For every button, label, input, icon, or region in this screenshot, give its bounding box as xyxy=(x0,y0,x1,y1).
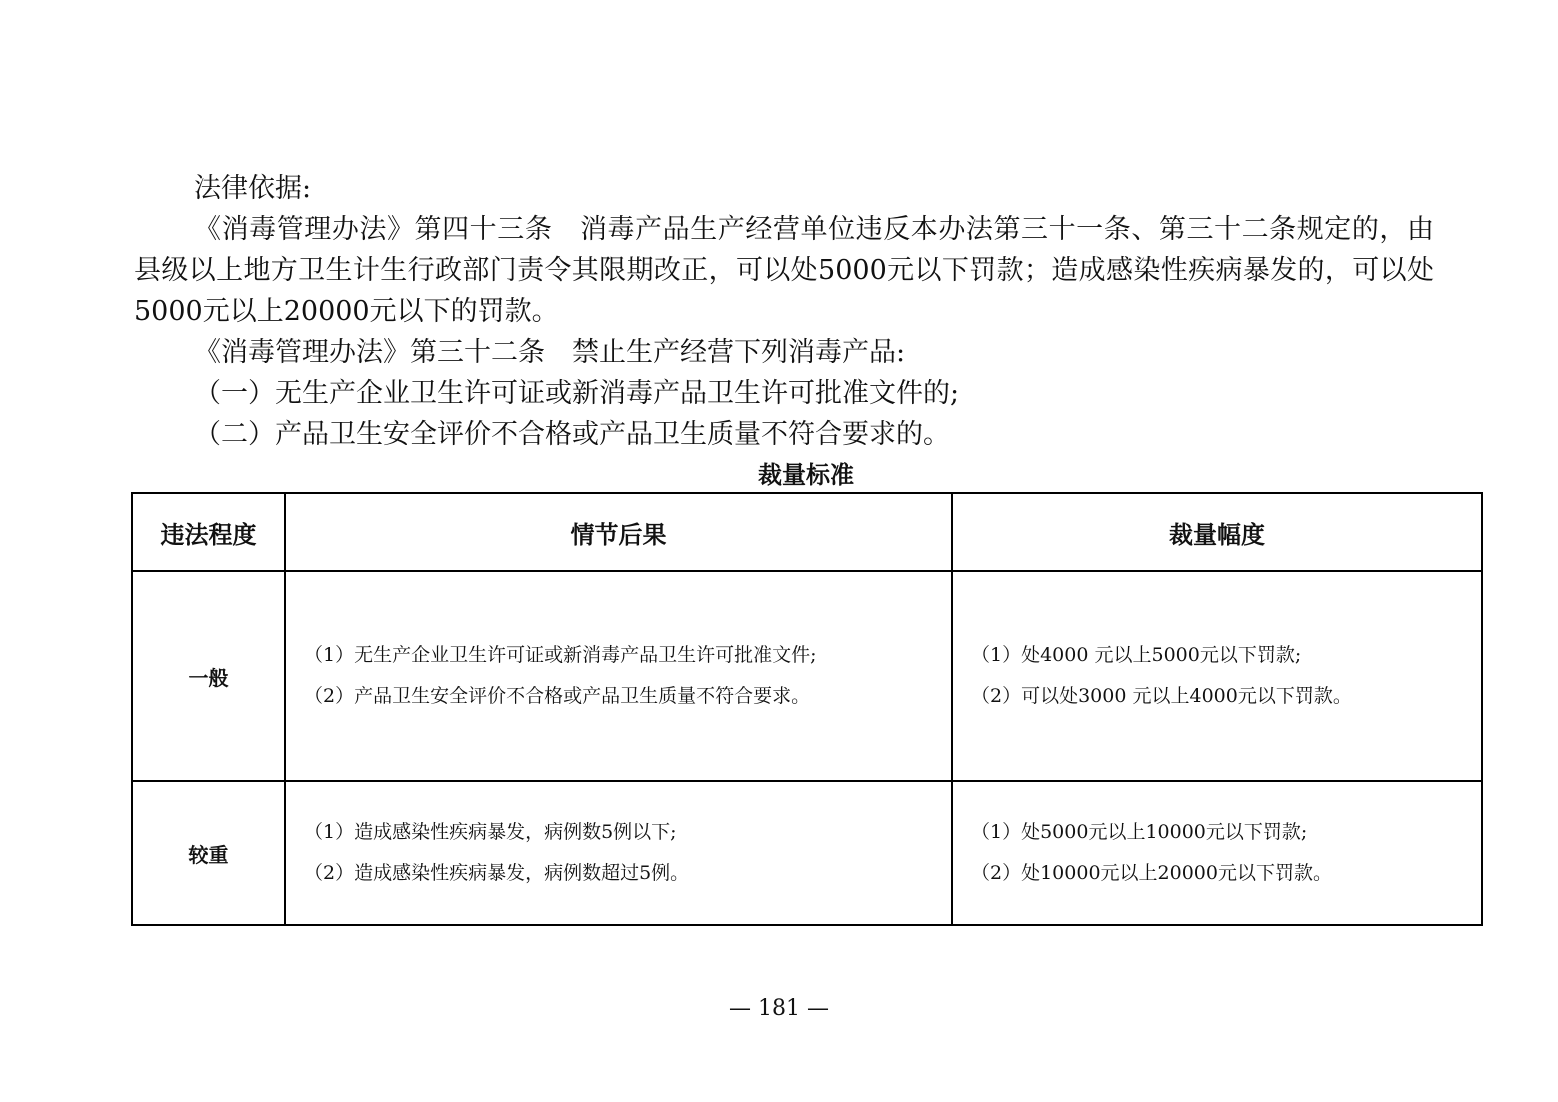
penalty-item: （2）可以处3000 元以上4000元以下罚款。 xyxy=(971,685,1352,707)
circumstances-cell xyxy=(285,781,952,925)
legal-basis-section xyxy=(134,168,1434,455)
circumstance-item: （2）产品卫生安全评价不合格或产品卫生质量不符合要求。 xyxy=(304,685,811,707)
article-43-text: 《消毒管理办法》第四十三条 消毒产品生产经营单位违反本办法第三十一条、第三十二条规定的，由县级以上地方卫生计生行政部门责令其限期改正，可以处5000元以下罚款；造成感染性疾病暴发的，可以处5000元以上20000元以下的罚款。 xyxy=(134,214,1434,327)
table-row xyxy=(132,781,1482,925)
article-32-item-1: （一）无生产企业卫生许可证或新消毒产品卫生许可批准文件的; xyxy=(194,378,960,409)
legal-basis-heading: 法律依据: xyxy=(194,173,312,204)
penalty-cell xyxy=(952,571,1482,781)
circumstance-item: （2）造成感染性疾病暴发，病例数超过5例。 xyxy=(304,862,690,884)
discretion-standard-table xyxy=(131,492,1483,926)
header-circumstances: 情节后果 xyxy=(285,493,952,571)
circumstance-item: （1）造成感染性疾病暴发，病例数5例以下; xyxy=(304,821,677,843)
header-penalty-range: 裁量幅度 xyxy=(952,493,1482,571)
violation-level-cell: 一般 xyxy=(132,571,285,781)
table-header-row xyxy=(132,493,1482,571)
page-number: — 181 — xyxy=(729,996,829,1021)
article-32-text: 《消毒管理办法》第三十二条 禁止生产经营下列消毒产品: xyxy=(194,337,906,368)
penalty-item: （1）处4000 元以上5000元以下罚款; xyxy=(971,644,1302,666)
penalty-cell xyxy=(952,781,1482,925)
circumstance-item: （1）无生产企业卫生许可证或新消毒产品卫生许可批准文件; xyxy=(304,644,817,666)
violation-level-cell: 较重 xyxy=(132,781,285,925)
article-32-item-2: （二）产品卫生安全评价不合格或产品卫生质量不符合要求的。 xyxy=(194,419,950,450)
table-title: 裁量标准 xyxy=(758,461,854,489)
penalty-item: （1）处5000元以上10000元以下罚款; xyxy=(971,821,1308,843)
table-row xyxy=(132,571,1482,781)
circumstances-cell xyxy=(285,571,952,781)
penalty-item: （2）处10000元以上20000元以下罚款。 xyxy=(971,862,1332,884)
header-violation-level: 违法程度 xyxy=(132,493,285,571)
